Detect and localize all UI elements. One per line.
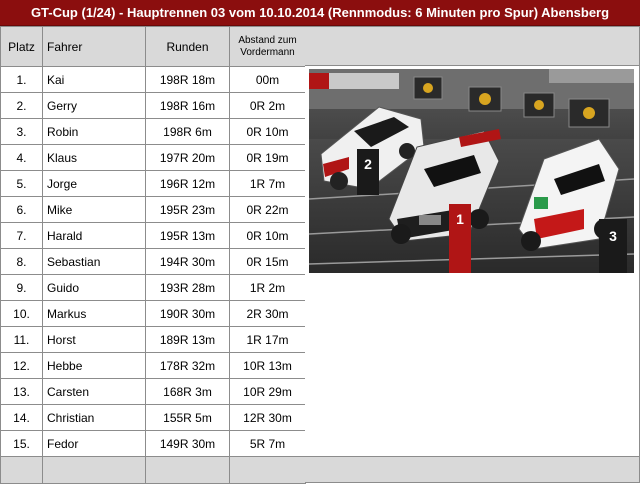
abstand-cell: 10R 29m bbox=[230, 379, 306, 405]
platz-cell: 13. bbox=[1, 379, 43, 405]
podium-stand-3 bbox=[599, 219, 627, 273]
runden-cell: 195R 23m bbox=[146, 197, 230, 223]
runden-cell: 178R 32m bbox=[146, 353, 230, 379]
footer-cell bbox=[146, 457, 230, 484]
fahrer-cell: Fedor bbox=[43, 431, 146, 457]
table-row bbox=[1, 197, 306, 223]
platz-cell: 15. bbox=[1, 431, 43, 457]
platz-cell: 12. bbox=[1, 353, 43, 379]
abstand-cell: 0R 10m bbox=[230, 119, 306, 145]
platz-cell: 2. bbox=[1, 93, 43, 119]
fahrer-cell: Sebastian bbox=[43, 249, 146, 275]
platz-cell: 1. bbox=[1, 67, 43, 93]
abstand-cell: 0R 22m bbox=[230, 197, 306, 223]
abstand-cell: 1R 17m bbox=[230, 327, 306, 353]
table-row bbox=[1, 379, 306, 405]
photo-panel-header bbox=[305, 26, 640, 66]
platz-cell: 6. bbox=[1, 197, 43, 223]
podium-photo bbox=[309, 69, 634, 273]
platz-cell: 4. bbox=[1, 145, 43, 171]
platz-cell: 7. bbox=[1, 223, 43, 249]
runden-cell: 198R 6m bbox=[146, 119, 230, 145]
fahrer-cell: Robin bbox=[43, 119, 146, 145]
platz-cell: 10. bbox=[1, 301, 43, 327]
fahrer-cell: Mike bbox=[43, 197, 146, 223]
footer-cell bbox=[230, 457, 306, 484]
runden-cell: 195R 13m bbox=[146, 223, 230, 249]
fahrer-cell: Christian bbox=[43, 405, 146, 431]
fahrer-cell: Horst bbox=[43, 327, 146, 353]
header-abstand-line2: Vordermann bbox=[240, 46, 295, 58]
abstand-cell: 12R 30m bbox=[230, 405, 306, 431]
results-table bbox=[0, 26, 306, 484]
runden-cell: 189R 13m bbox=[146, 327, 230, 353]
podium-stand-1 bbox=[449, 204, 471, 273]
header-fahrer: Fahrer bbox=[43, 27, 146, 67]
abstand-cell: 1R 7m bbox=[230, 171, 306, 197]
fahrer-cell: Kai bbox=[43, 67, 146, 93]
table-row bbox=[1, 431, 306, 457]
abstand-cell: 0R 10m bbox=[230, 223, 306, 249]
abstand-cell: 0R 15m bbox=[230, 249, 306, 275]
fahrer-cell: Hebbe bbox=[43, 353, 146, 379]
podium-number-3: 3 bbox=[609, 228, 617, 244]
table-row bbox=[1, 67, 306, 93]
header-row bbox=[1, 27, 306, 67]
footer-cell bbox=[43, 457, 146, 484]
platz-cell: 11. bbox=[1, 327, 43, 353]
abstand-cell: 00m bbox=[230, 67, 306, 93]
photo-panel-footer bbox=[305, 456, 640, 483]
runden-cell: 155R 5m bbox=[146, 405, 230, 431]
runden-cell: 190R 30m bbox=[146, 301, 230, 327]
podium-stand-2 bbox=[357, 149, 379, 195]
runden-cell: 198R 18m bbox=[146, 67, 230, 93]
runden-cell: 196R 12m bbox=[146, 171, 230, 197]
platz-cell: 5. bbox=[1, 171, 43, 197]
fahrer-cell: Harald bbox=[43, 223, 146, 249]
table-row bbox=[1, 301, 306, 327]
podium-number-1: 1 bbox=[456, 211, 464, 227]
table-row bbox=[1, 405, 306, 431]
platz-cell: 8. bbox=[1, 249, 43, 275]
abstand-cell: 10R 13m bbox=[230, 353, 306, 379]
runden-cell: 197R 20m bbox=[146, 145, 230, 171]
fahrer-cell: Gerry bbox=[43, 93, 146, 119]
table-row bbox=[1, 275, 306, 301]
table-row bbox=[1, 249, 306, 275]
platz-cell: 3. bbox=[1, 119, 43, 145]
fahrer-cell: Guido bbox=[43, 275, 146, 301]
abstand-cell: 1R 2m bbox=[230, 275, 306, 301]
header-runden: Runden bbox=[146, 27, 230, 67]
table-row bbox=[1, 223, 306, 249]
header-platz: Platz bbox=[1, 27, 43, 67]
page-title: GT-Cup (1/24) - Hauptrennen 03 vom 10.10.2014 (Rennmodus: 6 Minuten pro Spur) Abensberg bbox=[30, 5, 610, 20]
abstand-cell: 0R 2m bbox=[230, 93, 306, 119]
fahrer-cell: Markus bbox=[43, 301, 146, 327]
title-bar bbox=[0, 0, 640, 26]
platz-cell: 9. bbox=[1, 275, 43, 301]
platz-cell: 14. bbox=[1, 405, 43, 431]
table-row bbox=[1, 145, 306, 171]
abstand-cell: 0R 19m bbox=[230, 145, 306, 171]
footer-cell bbox=[1, 457, 43, 484]
fahrer-cell: Klaus bbox=[43, 145, 146, 171]
abstand-cell: 5R 7m bbox=[230, 431, 306, 457]
header-abstand-line1: Abstand zum bbox=[238, 34, 297, 46]
table-row bbox=[1, 327, 306, 353]
runden-cell: 198R 16m bbox=[146, 93, 230, 119]
table-row bbox=[1, 353, 306, 379]
runden-cell: 149R 30m bbox=[146, 431, 230, 457]
runden-cell: 193R 28m bbox=[146, 275, 230, 301]
table-row bbox=[1, 93, 306, 119]
footer-row bbox=[1, 457, 306, 484]
table-row bbox=[1, 119, 306, 145]
runden-cell: 168R 3m bbox=[146, 379, 230, 405]
abstand-cell: 2R 30m bbox=[230, 301, 306, 327]
fahrer-cell: Jorge bbox=[43, 171, 146, 197]
fahrer-cell: Carsten bbox=[43, 379, 146, 405]
header-abstand bbox=[230, 27, 306, 67]
runden-cell: 194R 30m bbox=[146, 249, 230, 275]
table-row bbox=[1, 171, 306, 197]
podium-number-2: 2 bbox=[364, 156, 372, 172]
